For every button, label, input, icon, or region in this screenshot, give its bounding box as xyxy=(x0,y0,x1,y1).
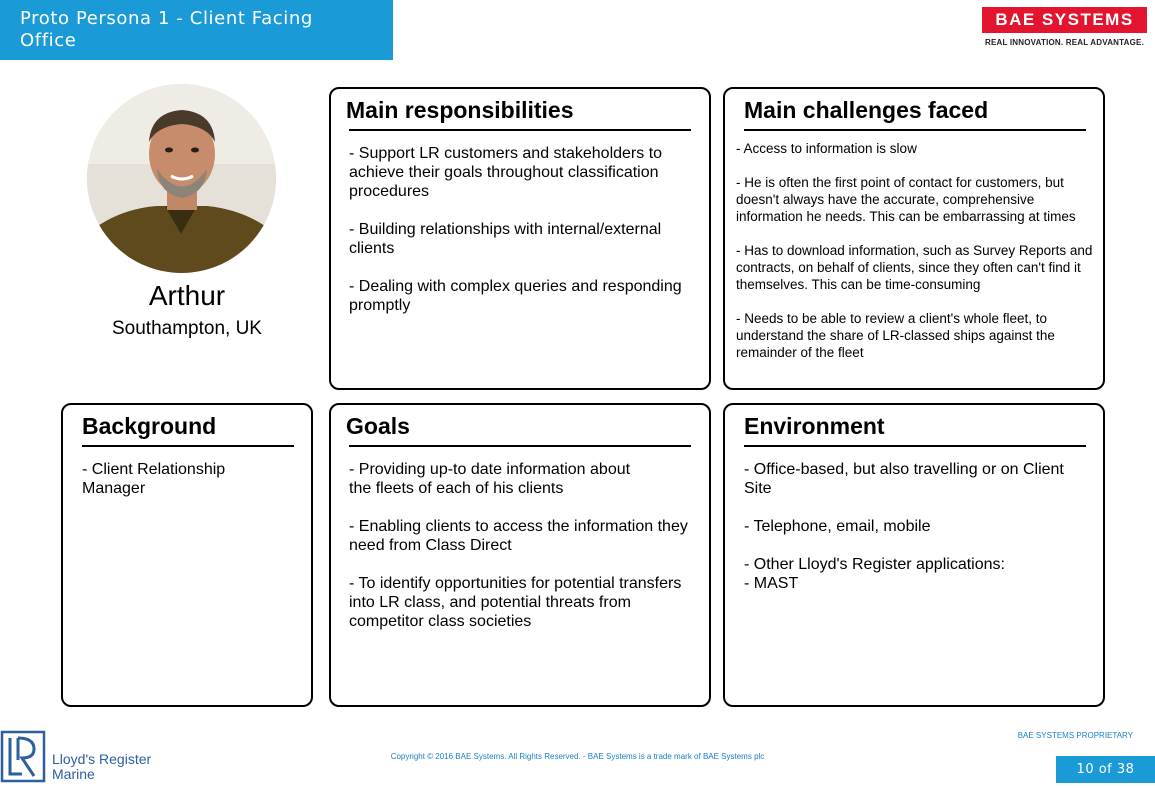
card-title: Main responsibilities xyxy=(346,97,574,123)
bae-tagline: REAL INNOVATION. REAL ADVANTAGE. xyxy=(985,38,1144,47)
card-body: - Providing up-to date information about the fleets of each of his clients - Enabling clients to access the information they need from Class Direct - To identify opportunities for potential transfers into LR class, and potential threats from competitor class societies xyxy=(349,461,688,630)
bae-systems-logo xyxy=(982,7,1147,49)
card-divider xyxy=(349,445,691,447)
lr-logo-line1: Lloyd's Register xyxy=(52,751,152,767)
card-main-responsibilities xyxy=(329,87,711,390)
card-environment xyxy=(723,403,1105,707)
card-main-challenges xyxy=(723,87,1105,390)
page-number: 10 of 38 xyxy=(1056,756,1155,783)
persona-location: Southampton, UK xyxy=(112,318,262,339)
card-divider xyxy=(349,129,691,131)
card-divider xyxy=(744,129,1086,131)
persona-name: Arthur xyxy=(148,280,226,311)
persona-avatar xyxy=(87,84,276,273)
proprietary-label: BAE SYSTEMS PROPRIETARY xyxy=(1017,731,1133,740)
card-body: - Client Relationship Manager xyxy=(82,461,226,497)
card-title: Goals xyxy=(346,413,410,439)
copyright-notice: Copyright © 2016 BAE Systems. All Rights Reserved. - BAE Systems is a trade mark of BAE Systems plc xyxy=(390,752,765,761)
lr-logo-line2: Marine xyxy=(52,766,95,782)
card-title: Background xyxy=(82,413,217,439)
bae-wordmark: BAE SYSTEMS xyxy=(982,7,1147,33)
card-divider xyxy=(82,445,294,447)
card-body: - Access to information is slow - He is often the first point of contact for customers, but doesn't always have the accurate, comprehensive information he needs. This can be embarrassing at times - Has to download information, such as Survey Reports and contracts, on behalf of clients, since they often can't find it themselves. This can be time-consuming - Needs to be able to review a client's whole fleet, to understand the share of LR-classed ships against the remainder of the fleet xyxy=(736,141,1093,360)
slide-title: Proto Persona 1 - Client Facing Office xyxy=(0,0,393,60)
card-body: - Office-based, but also travelling or on Client Site - Telephone, email, mobile - Other Lloyd's Register applications: - MAST xyxy=(744,461,1064,592)
card-background xyxy=(61,403,313,707)
card-title: Main challenges faced xyxy=(744,97,989,123)
card-divider xyxy=(744,445,1086,447)
card-goals xyxy=(329,403,711,707)
card-body: - Support LR customers and stakeholders to achieve their goals throughout classification procedures - Building relationships with internal/external clients - Dealing with complex queries and responding promptly xyxy=(349,145,682,314)
persona-photo-icon xyxy=(87,84,276,273)
card-title: Environment xyxy=(744,413,885,439)
